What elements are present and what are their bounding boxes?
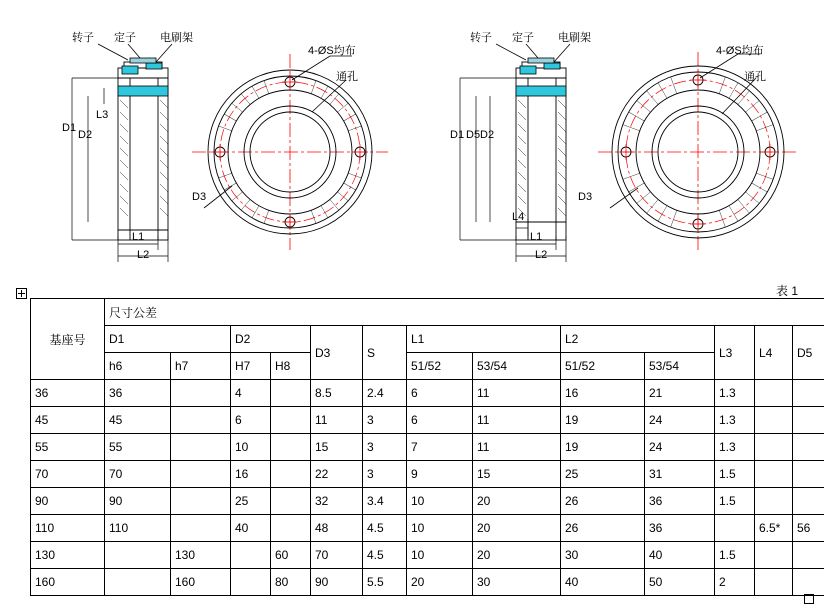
header-d2-h7: H7	[231, 353, 271, 380]
cell-frame: 45	[31, 407, 105, 434]
callout-rotor-left: 转子	[72, 32, 94, 44]
header-d5: D5	[793, 326, 824, 380]
cell-s: 5.5	[363, 569, 407, 596]
cell-l4	[755, 380, 793, 407]
callout-brush-left: 电刷架	[160, 32, 193, 44]
cell-d2-h8	[271, 407, 311, 434]
drawing-left	[0, 0, 412, 280]
cell-d3: 48	[311, 515, 363, 542]
cell-l2-5354: 21	[645, 380, 715, 407]
cell-d3: 70	[311, 542, 363, 569]
highlight-parts-right	[516, 58, 566, 96]
cell-l2-5152: 40	[561, 569, 645, 596]
cell-s: 3	[363, 434, 407, 461]
cell-l2-5152: 26	[561, 515, 645, 542]
dim-d2-right: D2	[480, 129, 495, 141]
cell-l4	[755, 461, 793, 488]
cell-d3: 8.5	[311, 380, 363, 407]
header-d1: D1	[105, 326, 231, 353]
cell-d1-h7	[171, 488, 231, 515]
cell-d3: 11	[311, 407, 363, 434]
callout-holes-right: 4-ØS均布	[716, 45, 764, 57]
cell-d2-h7: 10	[231, 434, 271, 461]
table-row	[31, 515, 824, 542]
cell-l4	[755, 407, 793, 434]
cell-d5	[793, 434, 824, 461]
cell-l3: 1.3	[715, 407, 755, 434]
cell-l1-5152: 10	[407, 515, 473, 542]
cell-l4: 6.5*	[755, 515, 793, 542]
cell-frame: 70	[31, 461, 105, 488]
cell-l1-5354: 20	[473, 542, 561, 569]
cell-d5	[793, 380, 824, 407]
cell-l1-5152: 6	[407, 407, 473, 434]
cell-l1-5152: 10	[407, 488, 473, 515]
cell-d5	[793, 461, 824, 488]
cell-l1-5354: 20	[473, 515, 561, 542]
cell-frame: 160	[31, 569, 105, 596]
callout-through-hole-left: 通孔	[336, 71, 358, 83]
table-row	[31, 380, 824, 407]
header-l2: L2	[561, 326, 715, 353]
dim-l2-right: L2	[535, 249, 548, 261]
cell-d2-h7: 16	[231, 461, 271, 488]
cell-d1-h7: 160	[171, 569, 231, 596]
cell-l2-5354: 24	[645, 407, 715, 434]
cell-d1-h7: 130	[171, 542, 231, 569]
table-header-row-1	[31, 326, 824, 353]
dim-l4-right: L4	[512, 211, 525, 223]
cell-l3: 1.5	[715, 542, 755, 569]
cell-d1-h6: 36	[105, 380, 171, 407]
cell-l1-5152: 7	[407, 434, 473, 461]
callout-brush-right: 电刷架	[558, 32, 591, 44]
cell-d2-h8: 80	[271, 569, 311, 596]
header-tolerance-group: 尺寸公差	[105, 299, 824, 326]
dim-d2-left: D2	[78, 129, 93, 141]
cell-l2-5354: 24	[645, 434, 715, 461]
spec-table-wrap	[30, 284, 813, 596]
header-l2-5354: 53/54	[645, 353, 715, 380]
cell-d5: 56	[793, 515, 824, 542]
cell-d3: 90	[311, 569, 363, 596]
cell-d2-h8: 60	[271, 542, 311, 569]
cell-d1-h7	[171, 461, 231, 488]
cell-d1-h7	[171, 407, 231, 434]
page-corner-marker	[804, 594, 814, 604]
highlight-parts	[118, 58, 168, 96]
cell-s: 3.4	[363, 488, 407, 515]
cell-l3: 1.3	[715, 380, 755, 407]
table-row	[31, 569, 824, 596]
header-l1: L1	[407, 326, 561, 353]
cell-d1-h6: 55	[105, 434, 171, 461]
cell-d1-h6	[105, 542, 171, 569]
header-frame-no: 基座号	[31, 299, 105, 380]
header-d2-h8: H8	[271, 353, 311, 380]
cell-l3: 1.5	[715, 461, 755, 488]
callout-through-hole-right: 通孔	[744, 71, 766, 83]
cell-d2-h7: 40	[231, 515, 271, 542]
cell-l2-5152: 16	[561, 380, 645, 407]
cell-l2-5354: 50	[645, 569, 715, 596]
cell-d2-h8	[271, 515, 311, 542]
cell-s: 4.5	[363, 542, 407, 569]
cell-d5	[793, 569, 824, 596]
cell-s: 2.4	[363, 380, 407, 407]
cell-l3	[715, 515, 755, 542]
cell-d2-h7: 6	[231, 407, 271, 434]
header-s: S	[363, 326, 407, 380]
table-row	[31, 461, 824, 488]
cell-frame: 36	[31, 380, 105, 407]
cell-d1-h6	[105, 569, 171, 596]
header-l2-5152: 51/52	[561, 353, 645, 380]
cell-d5	[793, 488, 824, 515]
cell-l2-5354: 36	[645, 488, 715, 515]
dim-d1-left: D1	[62, 122, 77, 134]
header-d1-h6: h6	[105, 353, 171, 380]
cell-d1-h6: 45	[105, 407, 171, 434]
cell-d2-h8	[271, 488, 311, 515]
cell-l2-5354: 36	[645, 515, 715, 542]
cell-d2-h8	[271, 434, 311, 461]
cell-l1-5152: 20	[407, 569, 473, 596]
cell-l2-5152: 30	[561, 542, 645, 569]
cell-frame: 55	[31, 434, 105, 461]
cell-l1-5152: 10	[407, 542, 473, 569]
table-row	[31, 488, 824, 515]
callout-stator-right: 定子	[512, 32, 534, 44]
cell-l1-5152: 6	[407, 380, 473, 407]
cell-l1-5354: 30	[473, 569, 561, 596]
drawing-left-svg	[0, 0, 412, 280]
callout-holes-left: 4-ØS均布	[308, 45, 356, 57]
cell-l4	[755, 434, 793, 461]
dim-d1-right: D1	[450, 129, 465, 141]
cell-l3: 1.3	[715, 434, 755, 461]
cell-d3: 22	[311, 461, 363, 488]
cell-l1-5354: 11	[473, 380, 561, 407]
dim-l2-left: L2	[137, 249, 150, 261]
dim-d3-left: D3	[192, 191, 207, 203]
cell-frame: 110	[31, 515, 105, 542]
header-l3: L3	[715, 326, 755, 380]
cell-l1-5354: 11	[473, 407, 561, 434]
table-caption: 表 1	[775, 284, 798, 298]
header-l1-5354: 53/54	[473, 353, 561, 380]
cell-l3: 2	[715, 569, 755, 596]
dim-l3-left: L3	[96, 109, 109, 121]
cell-d2-h7	[231, 569, 271, 596]
callout-stator-left: 定子	[114, 32, 136, 44]
table-row	[31, 542, 824, 569]
table-row	[31, 407, 824, 434]
callout-rotor-right: 转子	[470, 32, 492, 44]
cell-d2-h7: 4	[231, 380, 271, 407]
cell-l1-5354: 11	[473, 434, 561, 461]
cell-l2-5354: 40	[645, 542, 715, 569]
cell-l2-5152: 19	[561, 407, 645, 434]
cell-d1-h7	[171, 515, 231, 542]
cell-l1-5152: 9	[407, 461, 473, 488]
cell-l1-5354: 20	[473, 488, 561, 515]
dim-d5-right: D5	[466, 129, 481, 141]
cell-d2-h7: 25	[231, 488, 271, 515]
drawing-right	[412, 0, 824, 280]
dim-l1-left: L1	[132, 231, 145, 243]
cell-l2-5152: 26	[561, 488, 645, 515]
header-d1-h7: h7	[171, 353, 231, 380]
cell-l4	[755, 488, 793, 515]
cell-d2-h8	[271, 461, 311, 488]
dim-l1-right: L1	[530, 231, 543, 243]
header-d2: D2	[231, 326, 311, 353]
cell-d1-h7	[171, 434, 231, 461]
cell-s: 4.5	[363, 515, 407, 542]
cell-l4	[755, 542, 793, 569]
cell-d3: 15	[311, 434, 363, 461]
table-header-row-2	[31, 353, 824, 380]
cell-d1-h6: 90	[105, 488, 171, 515]
cell-s: 3	[363, 461, 407, 488]
cell-d2-h7	[231, 542, 271, 569]
header-l1-5152: 51/52	[407, 353, 473, 380]
cell-l2-5152: 25	[561, 461, 645, 488]
cell-l2-5354: 31	[645, 461, 715, 488]
cell-l3: 1.5	[715, 488, 755, 515]
cell-d1-h6: 70	[105, 461, 171, 488]
cell-d3: 32	[311, 488, 363, 515]
cell-d2-h8	[271, 380, 311, 407]
cell-frame: 90	[31, 488, 105, 515]
cell-s: 3	[363, 407, 407, 434]
header-l4: L4	[755, 326, 793, 380]
cell-d5	[793, 542, 824, 569]
table-row	[31, 434, 824, 461]
spec-table	[30, 298, 824, 596]
dim-d3-right: D3	[578, 191, 593, 203]
anchor-mark-icon	[16, 288, 27, 299]
header-d3: D3	[311, 326, 363, 380]
cell-d5	[793, 407, 824, 434]
cell-d1-h7	[171, 380, 231, 407]
cell-l4	[755, 569, 793, 596]
cell-d1-h6: 110	[105, 515, 171, 542]
cell-frame: 130	[31, 542, 105, 569]
cell-l2-5152: 19	[561, 434, 645, 461]
table-header-group-row	[31, 299, 824, 326]
cell-l1-5354: 15	[473, 461, 561, 488]
